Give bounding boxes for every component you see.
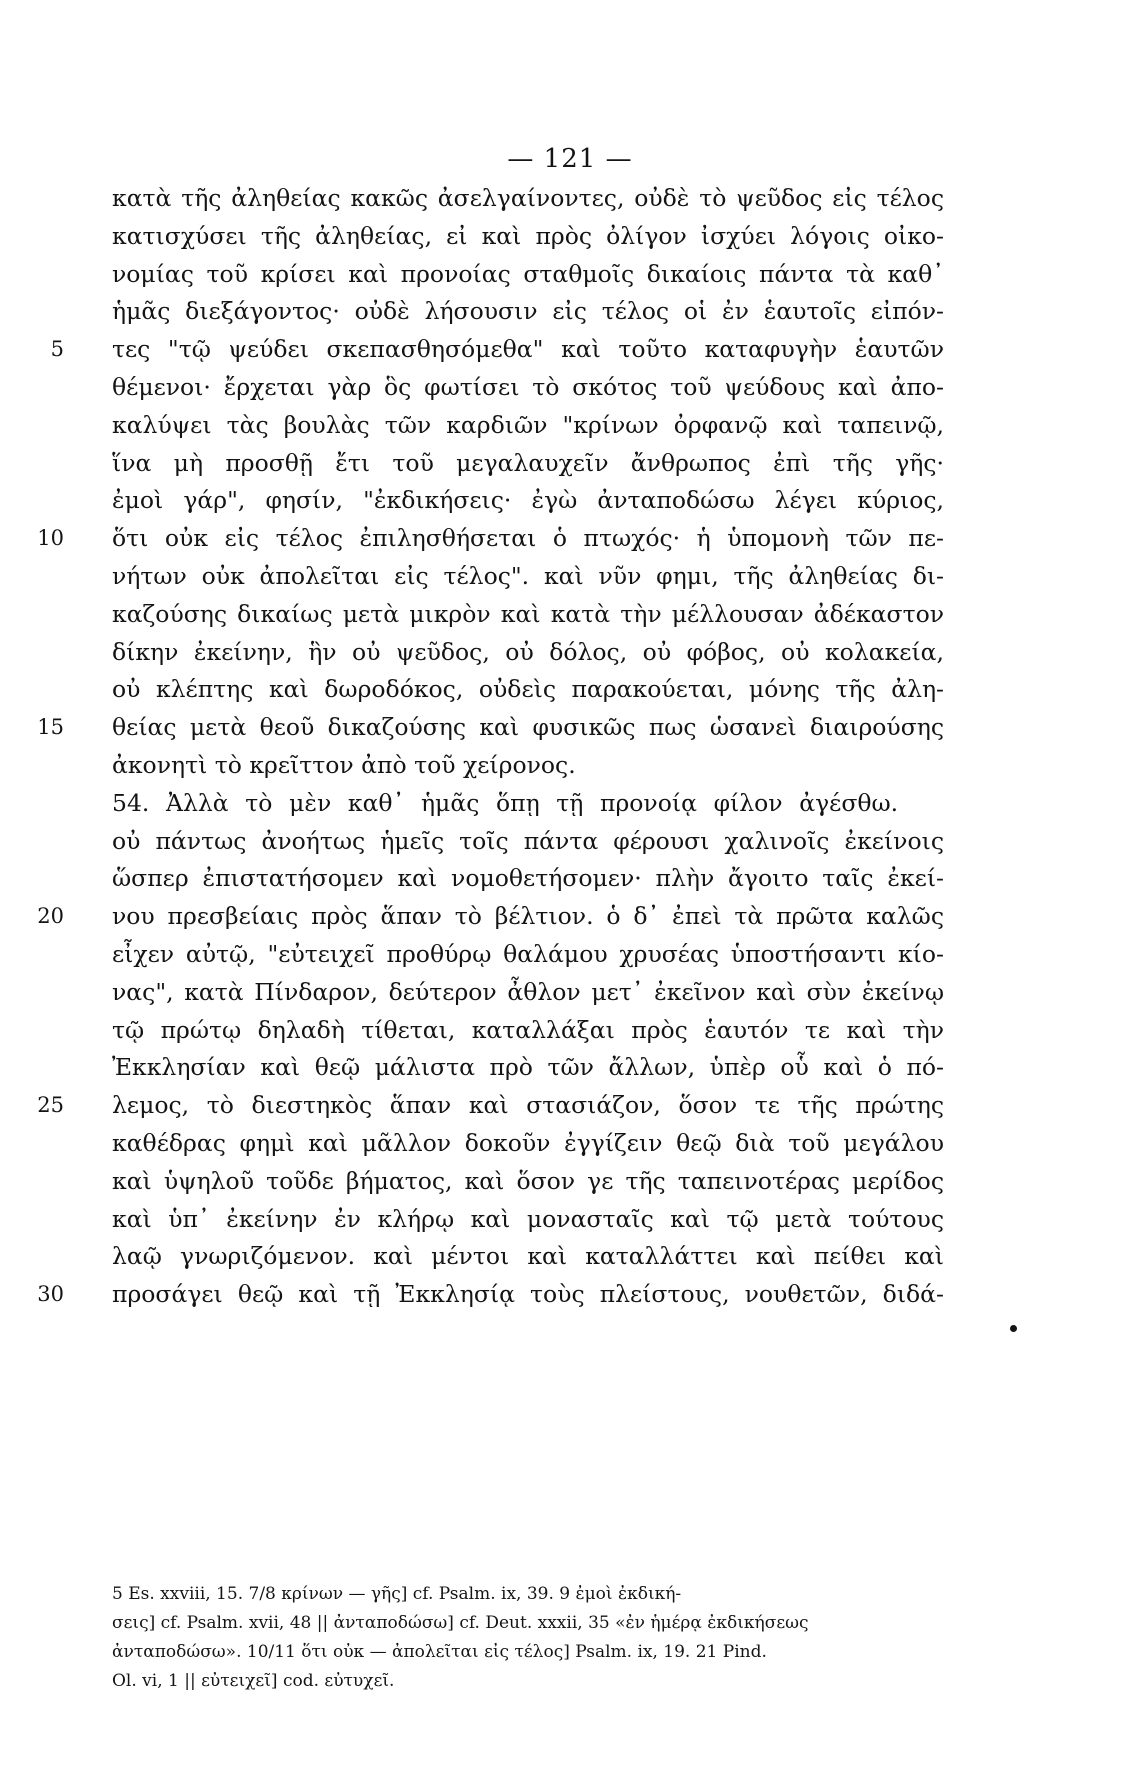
line-text: καζούσης δικαίως μετὰ μικρὸν καὶ κατὰ τὴν μέλλουσαν ἀδέκαστον xyxy=(112,599,944,628)
body-text xyxy=(37,180,944,1314)
line-text: ἀκονητὶ τὸ κρεῖττον ἀπὸ τοῦ χείρονος. xyxy=(112,750,576,779)
line-number: 15 xyxy=(37,715,64,740)
line-text: τες "τῷ ψεύδει σκεπασθησόμεθα" καὶ τοῦτο καταφυγὴν ἑαυτῶν xyxy=(112,335,944,364)
text-line xyxy=(112,1125,944,1163)
margin-bullet-icon xyxy=(1010,1325,1017,1332)
text-line xyxy=(112,785,944,823)
line-number: 20 xyxy=(37,904,64,929)
text-line xyxy=(112,634,944,672)
line-text: δίκην ἐκείνην, ἣν οὐ ψεῦδος, οὐ δόλος, οὐ φόβος, οὐ κολακεία, xyxy=(112,637,944,666)
line-number: 5 xyxy=(50,337,64,362)
text-line xyxy=(112,1201,944,1239)
text-line xyxy=(112,256,944,294)
text-line xyxy=(112,445,944,483)
line-text: νου πρεσβείαις πρὸς ἅπαν τὸ βέλτιον. ὁ δ᾽ ἐπεὶ τὰ πρῶτα καλῶς xyxy=(112,902,944,931)
text-line xyxy=(37,1276,944,1314)
text-line xyxy=(112,747,944,785)
text-line xyxy=(112,823,944,861)
page-number: — 121 — xyxy=(507,144,633,174)
line-text: κατισχύσει τῆς ἀληθείας, εἰ καὶ πρὸς ὀλίγον ἰσχύει λόγοις οἰκο- xyxy=(112,221,944,250)
text-line xyxy=(112,936,944,974)
line-text: ἵνα μὴ προσθῇ ἔτι τοῦ μεγαλαυχεῖν ἄνθρωπος ἐπὶ τῆς γῆς· xyxy=(112,448,944,477)
line-text: Ἐκκλησίαν καὶ θεῷ μάλιστα πρὸ τῶν ἄλλων, ὑπὲρ οὗ καὶ ὁ πό- xyxy=(112,1053,944,1082)
line-text: λεμος, τὸ διεστηκὸς ἅπαν καὶ στασιάζον, ὅσον τε τῆς πρώτης xyxy=(112,1091,944,1120)
line-text: ἐμοὶ γάρ", φησίν, "ἐκδικήσεις· ἐγὼ ἀνταποδώσω λέγει κύριος, xyxy=(112,486,944,515)
text-line xyxy=(50,331,944,369)
line-text: καὶ ὑπ᾽ ἐκείνην ἐν κλήρῳ καὶ μονασταῖς καὶ τῷ μετὰ τούτους xyxy=(112,1204,944,1233)
text-line xyxy=(112,218,944,256)
text-line xyxy=(112,180,944,218)
text-line xyxy=(112,369,944,407)
text-line xyxy=(112,407,944,445)
line-text: εἶχεν αὐτῷ, "εὐτειχεῖ προθύρῳ θαλάμου χρυσέας ὑποστήσαντι κίο- xyxy=(112,939,944,968)
text-line xyxy=(112,860,944,898)
text-line xyxy=(112,596,944,634)
line-text: καὶ ὑψηλοῦ τοῦδε βήματος, καὶ ὅσον γε τῆς ταπεινοτέρας μερίδος xyxy=(112,1166,944,1195)
text-line xyxy=(37,898,944,936)
line-text: κατὰ τῆς ἀληθείας κακῶς ἀσελγαίνοντες, οὐδὲ τὸ ψεῦδος εἰς τέλος xyxy=(112,184,944,212)
text-line xyxy=(37,1087,944,1125)
text-line xyxy=(112,1163,944,1201)
line-text: θέμενοι· ἔρχεται γὰρ ὃς φωτίσει τὸ σκότος τοῦ ψεύδους καὶ ἀπο- xyxy=(112,372,944,401)
line-text: ὅτι οὐκ εἰς τέλος ἐπιλησθήσεται ὁ πτωχός· ἡ ὑπομονὴ τῶν πε- xyxy=(112,524,944,553)
line-text: καλύψει τὰς βουλὰς τῶν καρδιῶν "κρίνων ὀρφανῷ καὶ ταπεινῷ, xyxy=(112,410,944,439)
line-text: νήτων οὐκ ἀπολεῖται εἰς τέλος". καὶ νῦν φημι, τῆς ἀληθείας δι- xyxy=(112,561,944,590)
line-text: θείας μετὰ θεοῦ δικαζούσης καὶ φυσικῶς πως ὡσανεὶ διαιρούσης xyxy=(112,713,944,742)
text-line xyxy=(112,1012,944,1050)
text-line xyxy=(112,293,944,331)
line-text: λαῷ γνωριζόμενον. καὶ μέντοι καὶ καταλλάττει καὶ πείθει καὶ xyxy=(112,1242,944,1271)
footnote-line: Ol. vi, 1 || εὐτειχεῖ] cod. εὐτυχεῖ. xyxy=(112,1671,395,1691)
line-number: 30 xyxy=(37,1282,64,1307)
line-text: προσάγει θεῷ καὶ τῇ Ἐκκλησίᾳ τοὺς πλείστους, νουθετῶν, διδά- xyxy=(112,1280,944,1309)
line-text: καθέδρας φημὶ καὶ μᾶλλον δοκοῦν ἐγγίζειν θεῷ διὰ τοῦ μεγάλου xyxy=(112,1128,944,1157)
text-line xyxy=(112,482,944,520)
footnote-line: σεις] cf. Psalm. xvii, 48 || ἀνταποδώσω] cf. Deut. xxxii, 35 «ἐν ἡμέρᾳ ἐκδικήσεως xyxy=(112,1613,809,1633)
footnotes xyxy=(112,1580,932,1696)
footnote-line: 5 Es. xxviii, 15. 7/8 κρίνων — γῆς] cf. Psalm. ix, 39. 9 ἐμοὶ ἐκδική- xyxy=(112,1584,682,1604)
line-text: νομίας τοῦ κρίσει καὶ προνοίας σταθμοῖς δικαίοις πάντα τὰ καθ᾽ xyxy=(112,259,944,288)
text-line xyxy=(37,520,944,558)
line-text: νας", κατὰ Πίνδαρον, δεύτερον ἆθλον μετ᾽ ἐκεῖνον καὶ σὺν ἐκείνῳ xyxy=(112,977,944,1006)
line-text: 54. Ἀλλὰ τὸ μὲν καθ᾽ ἡμᾶς ὅπῃ τῇ προνοίᾳ φίλον ἀγέσθω. xyxy=(112,788,899,817)
text-line xyxy=(112,974,944,1012)
text-line xyxy=(112,671,944,709)
line-text: οὐ κλέπτης καὶ δωροδόκος, οὐδεὶς παρακούεται, μόνης τῆς ἀλη- xyxy=(112,675,944,704)
line-number: 10 xyxy=(37,526,64,551)
text-line xyxy=(37,709,944,747)
line-text: τῷ πρώτῳ δηλαδὴ τίθεται, καταλλάξαι πρὸς ἑαυτόν τε καὶ τὴν xyxy=(112,1015,944,1044)
line-text: οὐ πάντως ἀνοήτως ἡμεῖς τοῖς πάντα φέρουσι χαλινοῖς ἐκείνοις xyxy=(112,826,944,855)
text-line xyxy=(112,1049,944,1087)
line-number: 25 xyxy=(37,1093,64,1118)
line-text: ὥσπερ ἐπιστατήσομεν καὶ νομοθετήσομεν· πλὴν ἄγοιτο ταῖς ἐκεί- xyxy=(112,864,944,893)
line-text: ἡμᾶς διεξάγοντος· οὐδὲ λήσουσιν εἰς τέλος οἱ ἐν ἑαυτοῖς εἰπόν- xyxy=(112,297,944,326)
footnote-line: ἀνταποδώσω». 10/11 ὅτι οὐκ — ἀπολεῖται εἰς τέλος] Psalm. ix, 19. 21 Pind. xyxy=(112,1642,767,1662)
text-line xyxy=(112,558,944,596)
text-line xyxy=(112,1238,944,1276)
